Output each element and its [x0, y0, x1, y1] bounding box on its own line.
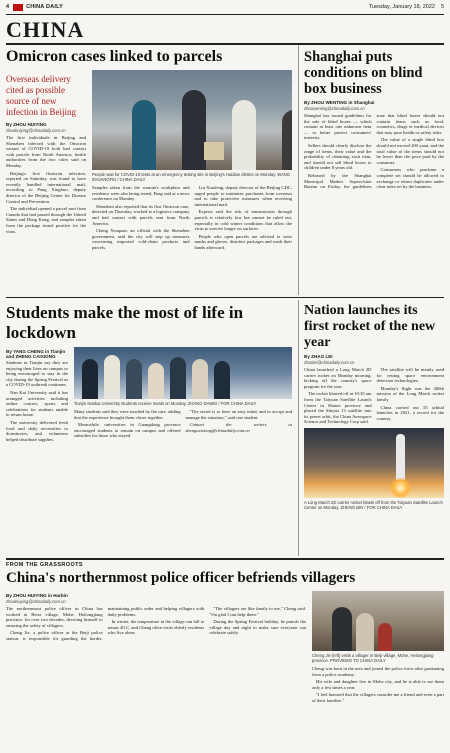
police-body	[6, 606, 306, 642]
rocket-body	[304, 367, 444, 425]
photo-person	[282, 110, 292, 170]
paragraph: Shenzhen also reported that its first Omicron case, detected on Thursday, worked at a logistics company and had contact with parcels sent from North America.	[92, 203, 190, 226]
rocket-headline: Nation launches its first rocket of the new year	[304, 303, 436, 350]
paragraph: Released by the Shanghai Municipal Market Supervision Bureau on Friday, the guidelines state that blind boxes should not contain items such as food, cosmetics, drugs or medical devices that may pose health or safety risks.	[304, 113, 444, 190]
students-photo	[74, 347, 292, 399]
section-title: CHINA	[6, 15, 444, 45]
omicron-body-right	[92, 185, 292, 253]
paragraph: Beijing's first Omicron infection, reported on Saturday, was found to have recently handled international mail, according to Pang Xinghuo, deputy director of the Beijing Center for Disease Control and Prevention.	[6, 170, 86, 204]
paragraph: Monday's flight was the 406th mission of the Long March rocket family.	[376, 385, 444, 402]
police-article	[6, 568, 444, 753]
police-officer-photo	[312, 591, 444, 651]
omicron-photo-caption: People wait for COVID-19 tests at an emergency testing site in Beijing's Haidian district on Monday. WANG ZHUANGFEI / CHINA DAILY	[92, 172, 291, 182]
police-byline: By ZHOU HUIYING in Harbin	[6, 593, 68, 598]
police-headline: China's northernmost police officer befriends villagers	[6, 570, 356, 586]
rocket-byline: By ZHAO LEI	[304, 354, 333, 359]
omicron-headline: Omicron cases linked to parcels	[6, 48, 223, 65]
students-photo-caption: Tianjin Nankai University students receive meals on Monday. ZHANG DAWEI / FOR CHINA DAILY	[74, 401, 257, 406]
paragraph: Experts said the risk of transmission through parcels is relatively low but cannot be ruled out, especially in cold winter conditions that allow the virus to survive longer on surfaces.	[194, 209, 292, 232]
students-body-left	[6, 360, 68, 442]
photo-person	[126, 359, 142, 399]
page-number-left: 4	[6, 4, 10, 10]
paragraph: Liu Xiaofeng, deputy director of the Beijing CDC, urged people to minimize purchases from overseas and to take protective measures when receiving international mail.	[194, 185, 292, 207]
shanghai-headline: Shanghai puts conditions on blind box business	[304, 49, 423, 97]
paragraph: Students in Tianjin say they are enjoying their lives on campus or being encouraged to stay in the city during the Spring Festival as a COVID-19 outbreak continues.	[6, 360, 68, 388]
paragraph: The individual opened a parcel sent from Canada that had passed through the United States and Hong Kong, and samples taken from the package tested positive for the virus.	[6, 206, 86, 234]
students-body-right	[74, 409, 292, 439]
paragraph: "I feel honored that the villagers consider me a friend and even a part of their families."	[312, 692, 444, 703]
shanghai-byline: By ZHOU WENTING in Shanghai	[304, 100, 375, 105]
photo-person	[356, 613, 374, 651]
paragraph: Nan Kai University said it has arranged activities including online courses, sports and celebrations for students unable to return home.	[6, 389, 68, 418]
police-photo-caption: Cheng Jie (left) visits a villager in Beiji village, Mohe, Heilongjiang province. PROVIDED TO CHINA DAILY	[312, 653, 434, 663]
shanghai-article	[298, 45, 444, 295]
paragraph: Cheng Youquan, an official with the Shenzhen government, said the city will step up measures concerning imported cold-chain products and parcels.	[92, 228, 190, 250]
paragraph: China launched a Long March 2D carrier rocket on Monday morning, kicking off the country's space program for the year.	[304, 367, 372, 389]
paragraph: Cheng Jie, a police officer at the Beiji police station, is responsible for guarding the border, maintaining public order and helping villagers with daily problems.	[6, 606, 205, 641]
rocket-flame	[390, 478, 411, 498]
omicron-byline: By ZHOU HUIYING	[6, 122, 47, 127]
paragraph: His wife and daughter live in Mohe city, and he is able to see them only a few times a year.	[312, 679, 444, 690]
police-body-right	[312, 666, 444, 704]
students-article	[6, 300, 292, 556]
page-number-right: 5	[440, 4, 444, 10]
photo-person	[132, 100, 156, 170]
paragraph: "The secret is to have an easy mind, and to accept and manage the situation," said one student.	[185, 409, 292, 420]
paper-logo-icon	[13, 4, 23, 11]
rocket-email: zhaolei@chinadaily.com.cn	[304, 360, 355, 365]
paragraph: The university delivered fresh food and daily necessities to dormitories, and volunteers helped distribute supplies.	[6, 419, 68, 442]
paragraph: Consumers who purchase a complete set should be allowed to exchange or return duplicates under clear rules set by the business.	[376, 167, 444, 190]
students-byline: By YANG CHENG in Tianjin and ZHENG CAIXIONG	[6, 349, 66, 359]
paragraph: People who open parcels are advised to wear masks and gloves, disinfect packages and wash their hands afterward.	[194, 233, 292, 250]
paragraph: During the Spring Festival holiday, he patrols the village day and night to make sure everyone can celebrate safely.	[209, 619, 306, 636]
paragraph: The northernmost police officer in China has worked in Beixi village, Mohe, Heilongjiang province, for over two decades, devoting himself to ensuring the safety of villagers.	[6, 606, 103, 628]
rocket-launch-photo	[304, 428, 444, 498]
photo-person	[182, 90, 206, 170]
paragraph: Samples taken from the woman's workplace and residence were also being tested, Pang said at a news conference on Monday.	[92, 185, 190, 202]
shanghai-email: zhouwenting@chinadaily.com.cn	[304, 106, 365, 111]
photo-person	[214, 361, 230, 399]
rocket-photo-caption: A Long March 2D carrier rocket blasts off from the Taiyuan Satellite Launch Center on Monday. ZHENG BIN / FOR CHINA DAILY	[304, 500, 443, 511]
middle-row	[6, 300, 444, 556]
photo-person	[332, 607, 352, 651]
rocket-body-shape	[396, 434, 405, 480]
paragraph: Many students said they were touched by the care, adding that the experience brought them closer together.	[74, 409, 181, 420]
from-grassroots-label: FROM THE GRASSROOTS	[6, 558, 444, 568]
covid-testing-photo	[92, 70, 292, 170]
photo-person	[104, 355, 120, 399]
masthead	[6, 0, 444, 15]
photo-person	[232, 100, 256, 170]
paragraph: The value of a single blind box should not exceed 200 yuan, and the total value of the items should not be lower than the price paid by the consumer.	[376, 137, 444, 165]
rocket-article	[298, 300, 444, 556]
photo-person	[148, 363, 164, 399]
paragraph: China carried out 55 orbital launches in 2021, a record for the country.	[376, 404, 444, 421]
paragraph: "The villagers are like family to me," Cheng said. "I'm glad I can help them."	[209, 606, 306, 617]
paragraph: Cheng was born in the area and joined the police force after graduating from a police academy.	[312, 666, 444, 677]
omicron-email: zhouhuiying@chinadaily.com.cn	[6, 128, 66, 133]
paragraph: Shanghai has issued guidelines for the sale of blind boxes — which contain at least one unknown item — to better protect consumers' interests.	[304, 113, 372, 141]
photo-person	[170, 357, 186, 399]
paragraph: The rocket blasted off at 10:35 am from the Taiyuan Satellite Launch Center in Shanxi province and placed the Shiyan 13 satellite into its preset orbit, the China Aerospace Science and Technology Corp said.	[304, 391, 372, 425]
police-email: zhouhuiying@chinadaily.com.cn	[6, 599, 66, 604]
photo-person	[378, 623, 392, 651]
paragraph: In winter, the temperature in the village can fall to minus 40 C, and Cheng often visits elderly residents who live alone.	[107, 619, 205, 636]
paper-name: CHINA DAILY	[26, 4, 63, 10]
paragraph: Sellers should clearly disclose the range of items, their value and the probability of obtaining each item, and should not sell blind boxes to children under 8 years old.	[304, 142, 372, 171]
students-headline: Students make the most of life in lockdown	[6, 303, 244, 342]
omicron-standfirst: Overseas delivery cited as possible source of new infection in Beijing	[6, 74, 76, 117]
omicron-body-left	[6, 135, 86, 234]
photo-person	[192, 359, 208, 399]
paragraph: The satellite will be mainly used for testing space environment detection technologies.	[376, 367, 444, 384]
paragraph: Meanwhile, universities in Guangdong province encouraged students to remain on campus and offered subsidies for those who stayed.	[74, 422, 181, 439]
photo-bag	[204, 142, 224, 160]
paragraph: Contact the writers at zhengcaixiong@chinadaily.com.cn	[185, 422, 292, 433]
shanghai-body	[304, 113, 444, 191]
paragraph: The first individuals in Beijing and Shenzhen infected with the Omicron variant of COVID-19 both had contact with parcels from North America, health authorities from the two cities said on Monday.	[6, 135, 86, 168]
omicron-article	[6, 45, 292, 295]
issue-date: Tuesday, January 18, 2022	[368, 4, 435, 10]
section-divider	[6, 297, 444, 298]
photo-person	[82, 359, 98, 399]
top-row	[6, 45, 444, 295]
